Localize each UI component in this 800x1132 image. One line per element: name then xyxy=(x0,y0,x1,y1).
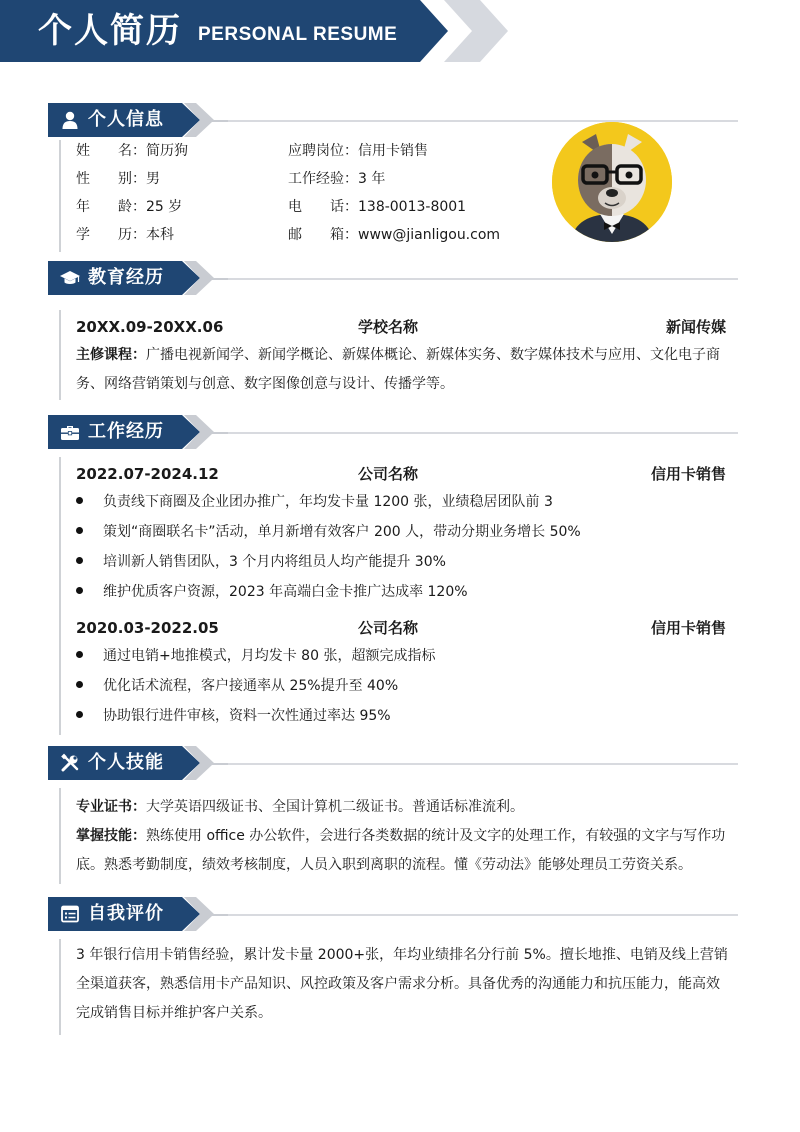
bullet-icon xyxy=(76,711,83,718)
self-evaluation-text: 3 年银行信用卡销售经验，累计发卡量 2000+张，年均业绩排名分行前 5%。擅长地推、电销及线上营销全渠道获客，熟悉信用卡产品知识、风控政策及客户需求分析。具备优秀的沟通能力和抗压能力，能高效完成销售目标并维护客户关系。 xyxy=(76,947,728,1021)
info-phone xyxy=(288,197,466,217)
info-value: 3 年 xyxy=(358,171,386,187)
resume-banner xyxy=(0,0,800,62)
info-value: 138-0013-8001 xyxy=(358,199,467,215)
courses-text: 广播电视新闻学、新闻学概论、新媒体概论、新媒体实务、数字媒体技术与应用、文化电子商务、网络营销策划与创意、数字图像创意与设计、传播学等。 xyxy=(76,347,720,392)
list-item xyxy=(76,552,446,572)
section-title-personal: 个人信息 xyxy=(88,109,164,130)
work-company: 公司名称 xyxy=(358,465,419,483)
education-period: 20XX.09-20XX.06 xyxy=(76,318,224,336)
list-item-text: 优化话术流程，客户接通率从 25%提升至 40% xyxy=(103,678,399,694)
section-divider-bar xyxy=(59,939,61,1035)
work-row-1 xyxy=(76,463,726,485)
info-label: 性 别： xyxy=(76,171,146,187)
bullet-icon xyxy=(76,651,83,658)
list-item xyxy=(76,706,391,726)
section-divider-bar xyxy=(59,140,61,252)
section-title-work: 工作经历 xyxy=(88,421,164,442)
info-degree xyxy=(76,225,174,245)
info-value: 简历狗 xyxy=(146,143,188,159)
dog-avatar-icon xyxy=(552,122,672,242)
work-period: 2020.03-2022.05 xyxy=(76,619,219,637)
list-item xyxy=(76,492,553,512)
info-value: www@jianligou.com xyxy=(358,227,501,243)
section-header-education xyxy=(48,261,738,295)
list-item-text: 策划“商圈联名卡”活动，单月新增有效客户 200 人，带动分期业务增长 50% xyxy=(103,524,581,540)
section-header-work xyxy=(48,415,738,449)
info-label: 工作经验： xyxy=(288,171,358,187)
info-label: 年 龄： xyxy=(76,199,146,215)
banner-chevron-decoration xyxy=(444,0,508,62)
tools-icon xyxy=(60,753,80,773)
master-label: 掌握技能： xyxy=(76,828,146,844)
education-major: 新闻传媒 xyxy=(665,318,726,336)
cert-label: 专业证书： xyxy=(76,799,146,815)
avatar xyxy=(552,122,672,242)
list-icon xyxy=(60,904,80,924)
section-divider-bar xyxy=(59,457,61,735)
list-item-text: 培训新人销售团队，3 个月内将组员人均产能提升 30% xyxy=(103,554,446,570)
info-gender xyxy=(76,169,160,189)
section-title-education: 教育经历 xyxy=(88,267,164,288)
master-text: 熟练使用 office 办公软件，会进行各类数据的统计及文字的处理工作，有较强的文字与写作功底。熟悉考勤制度，绩效考核制度，人员入职到离职的流程。懂《劳动法》能够处理员工劳资关系。 xyxy=(76,828,726,873)
work-period: 2022.07-2024.12 xyxy=(76,465,219,483)
work-row-2 xyxy=(76,617,726,639)
education-school: 学校名称 xyxy=(358,318,419,336)
info-age xyxy=(76,197,182,217)
info-name xyxy=(76,141,188,161)
bullet-icon xyxy=(76,527,83,534)
skills-master xyxy=(76,822,736,880)
info-email xyxy=(288,225,500,245)
list-item-text: 负责线下商圈及企业团办推广，年均发卡量 1200 张，业绩稳居团队前 3 xyxy=(103,494,553,510)
work-company: 公司名称 xyxy=(358,619,419,637)
bullet-icon xyxy=(76,587,83,594)
section-header-skills xyxy=(48,746,738,780)
bullet-icon xyxy=(76,557,83,564)
info-label: 电 话： xyxy=(288,199,358,215)
section-divider-bar xyxy=(59,310,61,400)
list-item xyxy=(76,676,398,696)
info-label: 应聘岗位： xyxy=(288,143,358,159)
list-item xyxy=(76,646,435,666)
skills-certificates xyxy=(76,793,736,822)
person-icon xyxy=(60,110,80,130)
work-role: 信用卡销售 xyxy=(650,465,726,483)
bullet-icon xyxy=(76,497,83,504)
info-value: 男 xyxy=(146,171,160,187)
cert-text: 大学英语四级证书、全国计算机二级证书。普通话标准流利。 xyxy=(146,799,524,815)
list-item-text: 维护优质客户资源，2023 年高端白金卡推广达成率 120% xyxy=(103,584,468,600)
info-value: 本科 xyxy=(146,227,174,243)
section-title-skills: 个人技能 xyxy=(88,752,164,773)
list-item xyxy=(76,522,581,542)
section-title-self-evaluation: 自我评价 xyxy=(88,903,164,924)
bullet-icon xyxy=(76,681,83,688)
info-value: 信用卡销售 xyxy=(358,143,428,159)
education-courses xyxy=(76,341,736,399)
graduation-cap-icon xyxy=(60,268,80,288)
resume-title: 个人简历 xyxy=(38,11,182,51)
info-experience xyxy=(288,169,385,189)
list-item xyxy=(76,582,468,602)
section-divider-bar xyxy=(59,788,61,884)
work-role: 信用卡销售 xyxy=(650,619,726,637)
info-value: 25 岁 xyxy=(146,199,183,215)
section-header-self-evaluation xyxy=(48,897,738,931)
info-label: 邮 箱： xyxy=(288,227,358,243)
list-item-text: 协助银行进件审核，资料一次性通过率达 95% xyxy=(103,708,391,724)
resume-subtitle: PERSONAL RESUME xyxy=(198,24,398,45)
briefcase-icon xyxy=(60,422,80,442)
education-row xyxy=(76,316,726,338)
info-position xyxy=(288,141,428,161)
list-item-text: 通过电销+地推模式，月均发卡 80 张，超额完成指标 xyxy=(103,648,436,664)
info-label: 姓 名： xyxy=(76,143,146,159)
courses-label: 主修课程： xyxy=(76,347,146,363)
info-label: 学 历： xyxy=(76,227,146,243)
